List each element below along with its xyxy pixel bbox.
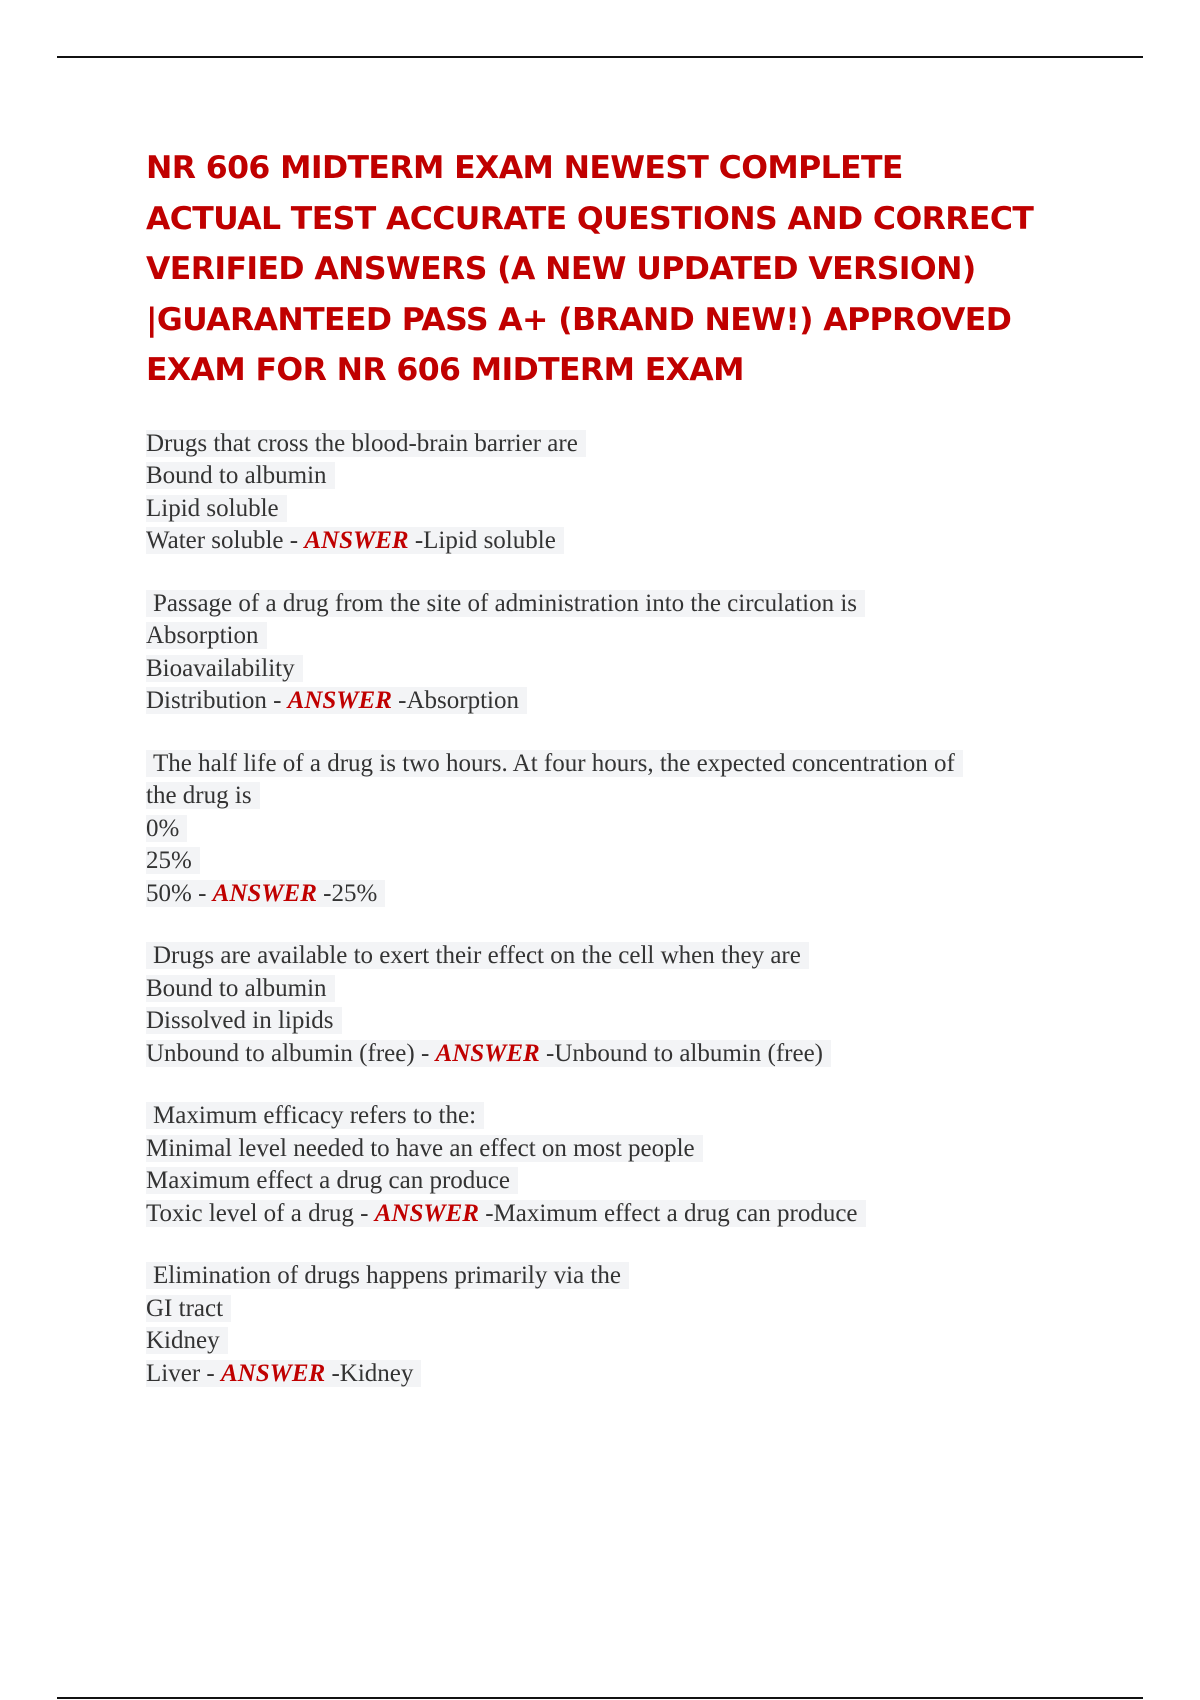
question-text: The half life of a drug is two hours. At four hours, the expected concentration of [146,750,963,777]
option: 0% [146,815,187,842]
title-line: VERIFIED ANSWERS (A NEW UPDATED VERSION) [146,251,976,287]
option: Bound to albumin [146,462,335,489]
answer-label: ANSWER [220,1359,326,1387]
option: Lipid soluble [146,495,287,522]
answer-text: Absorption [406,687,519,714]
answer-label: ANSWER [212,879,317,907]
question-block [146,1100,1086,1230]
option-with-answer: Distribution - ANSWER -Absorption [146,687,527,714]
question-text: Maximum efficacy refers to the: [146,1102,484,1129]
answer-text: Kidney [339,1359,414,1387]
answer-label: ANSWER [435,1039,540,1067]
answer-text: 25% [331,879,378,907]
option: Toxic level of a drug [146,1199,354,1227]
question-list [146,428,1086,1391]
page-title [146,143,1086,396]
option-with-answer: Toxic level of a drug - ANSWER -Maximum effect a drug can produce [146,1200,866,1227]
top-rule [57,56,1143,58]
option: Water soluble [146,527,284,554]
title-line: NR 606 MIDTERM EXAM NEWEST COMPLETE [146,150,903,186]
bottom-rule [57,1697,1143,1699]
option-with-answer: 50% - ANSWER -25% [146,880,385,907]
title-line: |GUARANTEED PASS A+ (BRAND NEW!) APPROVED [146,301,1012,338]
question-text: Drugs are available to exert their effect on the cell when they are [146,942,809,969]
option: 25% [146,847,200,874]
option: 50% [146,879,192,907]
answer-label: ANSWER [374,1199,479,1227]
answer-text: Maximum effect a drug can produce [493,1199,858,1227]
question-block [146,1260,1086,1390]
option: Absorption [146,622,267,649]
question-text: Passage of a drug from the site of administration into the circulation is [146,590,865,617]
option: Bound to albumin [146,975,335,1002]
question-block [146,748,1086,911]
answer-text: Unbound to albumin (free) [554,1039,823,1067]
answer-label: ANSWER [304,527,409,554]
question-block [146,588,1086,718]
option: Unbound to albumin (free) [146,1039,415,1067]
option-with-answer: Unbound to albumin (free) - ANSWER -Unbound to albumin (free) [146,1040,831,1067]
question-block [146,428,1086,558]
question-text: Drugs that cross the blood-brain barrier are [146,430,586,457]
option: Liver [146,1359,201,1387]
answer-text: Lipid soluble [423,527,556,554]
question-block [146,940,1086,1070]
option: Dissolved in lipids [146,1007,342,1034]
question-text: the drug is [146,782,260,809]
option-with-answer: Water soluble - ANSWER -Lipid soluble [146,527,564,554]
title-line: EXAM FOR NR 606 MIDTERM EXAM [146,352,744,388]
title-line: ACTUAL TEST ACCURATE QUESTIONS AND CORRECT [146,200,1034,237]
option: Kidney [146,1327,228,1354]
question-text: Elimination of drugs happens primarily via the [146,1262,629,1289]
option: Distribution [146,687,267,714]
option: Minimal level needed to have an effect on most people [146,1135,703,1162]
option: Maximum effect a drug can produce [146,1167,518,1194]
document-body [146,143,1086,1420]
option-with-answer: Liver - ANSWER -Kidney [146,1360,421,1387]
option: GI tract [146,1295,231,1322]
answer-label: ANSWER [287,687,392,714]
option: Bioavailability [146,655,303,682]
